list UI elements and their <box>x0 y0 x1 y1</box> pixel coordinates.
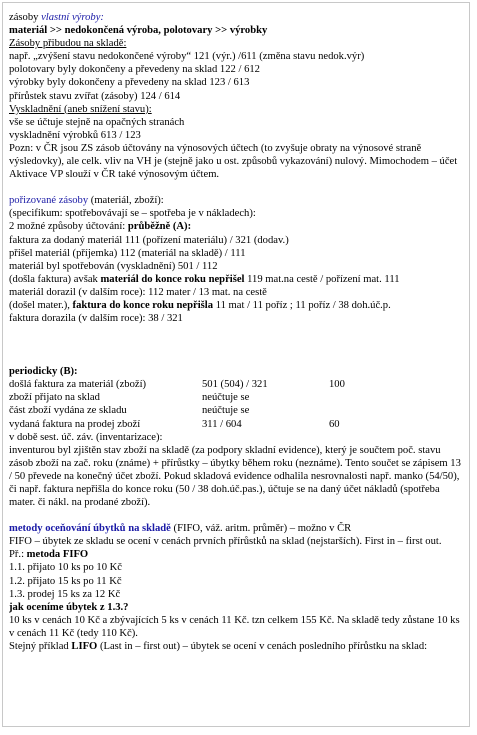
table-cell: 501 (504) / 321 <box>202 379 268 391</box>
text-line <box>9 273 463 286</box>
section-heading-porizovane <box>9 194 463 207</box>
fifo-paragraph: FIFO – úbytek ze skladu se ocení v cenách prvních přírůstků na sklad (nejstarších). First in – first out. <box>9 536 442 548</box>
text-line: přírůstek stavu zvířat (zásoby) 124 / 614 <box>9 90 181 102</box>
document-page <box>2 2 470 727</box>
bold-fragment: faktura do konce roku nepřišla <box>72 299 214 311</box>
text-fragment: (Last in – first out) – úbytek se ocení v cenách posledního přírůstku na sklad: <box>97 641 428 653</box>
method-periodicky: periodicky (B): <box>9 366 78 378</box>
text-line: 1.3. prodej 15 ks za 12 Kč <box>9 588 121 600</box>
text-line: vyskladnění výrobků 613 / 123 <box>9 129 141 141</box>
text-line: výrobky byly dokončeny a převedeny na sklad 123 / 613 <box>9 77 250 89</box>
flow-line: materiál >> nedokončená výroba, polotovary >> výrobky <box>9 25 268 37</box>
section-heading-metody <box>9 522 463 535</box>
inventory-paragraph: inventurou byl zjištěn stav zboží na skladě (za podpory skladní evidence), který je součtem poč. stavu zásob zboží na zač. roku (známe) + přírůstky – úbytky během roku (neznáme). Tento součet se zápisem 13 / 50 převede na konečný účet zboží. Pokud skladová evidence odhalila nesrovnalosti např. manko (54/50), či např. faktura nepřišla do konce roku (50 / 38 doh.úč.pas.), účtuje se na daný účet nákladů (spotřeba mater. či nákl. na prodané zboží). <box>9 444 461 509</box>
text-line <box>9 299 463 312</box>
lifo-paragraph <box>9 640 463 653</box>
heading-link-vlastni-vyroby: vlastní výroby: <box>41 12 104 23</box>
text-line: polotovary byly dokončeny a převedeny na sklad 122 / 612 <box>9 64 260 76</box>
table-cell: neúčtuje se <box>202 392 250 404</box>
text-line: faktura dorazila (v dalším roce): 38 / 321 <box>9 313 183 325</box>
section-heading-vlastni <box>9 11 463 24</box>
heading-suffix: (materiál, zboží): <box>88 195 164 207</box>
text-line: 1.1. přijato 10 ks po 10 Kč <box>9 562 122 574</box>
table-cell: vydaná faktura na prodej zboží <box>9 418 141 430</box>
text-line: např. „zvýšení stavu nedokončené výroby“ 121 (výr.) /611 (změna stavu nedok.výr) <box>9 51 365 63</box>
table-cell: zboží přijato na sklad <box>9 392 100 404</box>
table-row <box>9 378 463 391</box>
methods-label: 2 možné způsoby účtování: <box>9 221 128 233</box>
text-line: (specifikum: spotřebovávají se – spotřeba je v nákladech): <box>9 208 256 220</box>
methods-line <box>9 220 463 233</box>
example-heading <box>9 548 463 561</box>
note-paragraph: Pozn: v ČR jsou ZS zásob účtovány na výnosových účtech (to zvyšuje obraty na výnosové straně výsledovky), ale celk. vliv na VH je (stejně jako u ost. způsobů vykazování) nulový. Mimochodem – účet Aktivace VP slouží v ČR také výnosovým účtem. <box>9 142 458 181</box>
method-prubezne: průběžně (A): <box>127 221 192 233</box>
bold-fragment: materiál do konce roku nepřišel <box>100 273 245 285</box>
subheading-pribudou: Zásoby přibudou na skladě: <box>9 38 127 50</box>
text-line: přišel materiál (příjemka) 112 (materiál na skladě) / 111 <box>9 247 246 259</box>
question-line: jak oceníme úbytek z 1.3.? <box>9 601 129 613</box>
text-line: materiál byl spotřebován (vyskladnění) 501 / 112 <box>9 260 218 272</box>
table-row <box>9 391 463 404</box>
table-row <box>9 404 463 417</box>
table-cell: 100 <box>329 379 345 391</box>
answer-paragraph: 10 ks v cenách 10 Kč a zbývajících 5 ks v cenách 11 Kč. tzn celkem 155 Kč. Na skladě tedy zůstane 10 ks v cenách 11 Kč (tedy 110 Kč). <box>9 614 460 639</box>
heading-prefix: zásoby <box>9 12 42 23</box>
text-line: v době sest. úč. záv. (inventarizace): <box>9 431 163 443</box>
heading-link-porizovane: pořizované zásoby <box>9 195 89 207</box>
table-cell: došlá faktura za materiál (zboží) <box>9 379 147 391</box>
bold-fragment: LIFO <box>71 641 98 653</box>
text-line: 1.2. přijato 15 ks po 11 Kč <box>9 575 122 587</box>
bold-fragment: metoda FIFO <box>26 549 89 561</box>
heading-suffix: (FIFO, váž. aritm. průměr) – možno v ČR <box>170 523 352 535</box>
text-fragment: (došel mater.), <box>9 299 73 311</box>
table-cell <box>329 404 409 417</box>
text-fragment: (došla faktura) avšak <box>9 273 101 285</box>
table-row <box>9 418 463 431</box>
table-cell <box>329 391 409 404</box>
text-fragment: 119 mat.na cestě / pořízení mat. 111 <box>244 273 400 285</box>
heading-link-metody: metody oceňování úbytků na skladě <box>9 523 171 535</box>
text-fragment: 11 mat / 11 poříz ; 11 poříz / 38 doh.úč.p. <box>213 299 391 311</box>
table-cell: neúčtuje se <box>202 405 250 417</box>
text-line: vše se účtuje stejně na opačných stranách <box>9 116 185 128</box>
text-line: materiál dorazil (v dalším roce): 112 mater / 13 mat. na cestě <box>9 286 267 298</box>
subheading-vyskladneni: Vyskladnění (aneb snížení stavu): <box>9 103 152 115</box>
text-fragment: Př.: <box>9 549 27 561</box>
table-cell: 311 / 604 <box>202 418 242 430</box>
table-cell: 60 <box>329 418 340 430</box>
text-fragment: Stejný příklad <box>9 641 72 653</box>
text-line: faktura za dodaný materiál 111 (pořízení materiálu) / 321 (dodav.) <box>9 234 289 246</box>
table-cell: část zboží vydána ze skladu <box>9 405 127 417</box>
